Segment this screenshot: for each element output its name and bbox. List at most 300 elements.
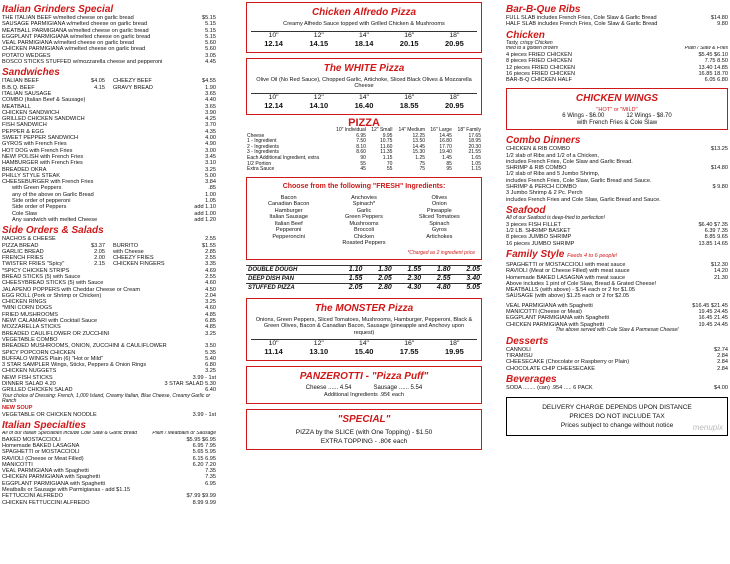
item-name: any of the above on Garlic Bread — [12, 191, 94, 198]
item-price-a: $5.45 — [698, 52, 713, 59]
size-label: 16" — [404, 93, 415, 101]
item-price-a: 16.85 — [698, 71, 713, 78]
item-name: BAKED MOSTACCIOLI — [2, 436, 61, 443]
pizza-cell: 1/2 Portion — [247, 160, 272, 167]
ingredient: Bacon — [280, 194, 297, 201]
item-name: with Cheese — [113, 248, 144, 255]
pizza-cell: 13.50 — [412, 138, 426, 145]
item-name: includes French Fries and Cole Slaw, Garlic Bread and Sauce. — [506, 196, 661, 203]
item-name: CHICKEN & RIB COMBO — [506, 146, 571, 153]
item-name: 3 Jumbo Shrimp & 2 Pc. Perch — [506, 190, 583, 197]
menu-item — [506, 241, 728, 247]
item-name: SPAGHETTI or MOSTACCIOLI with meat sauce — [506, 261, 626, 268]
item-name: CHEESECAKE (Chocolate or Raspberry or Plain) — [506, 359, 630, 366]
pizza-cell: 7.50 — [356, 138, 366, 145]
item-price: 6.85 — [205, 318, 216, 325]
item-price-a: 6.20 — [192, 461, 204, 468]
column-middle — [246, 2, 482, 562]
item-name: CHICKEN PARMIGIANA with Spaghetti — [2, 474, 100, 481]
size-label: 14" — [359, 31, 369, 39]
pizza-cell: 1.25 — [415, 155, 426, 162]
item-name: 1/2 slab of Ribs and 5 Jumbo Shrimp, — [506, 171, 600, 178]
size-label: 12" — [313, 93, 324, 101]
pizza-cell: Extra Sauce — [247, 166, 275, 173]
item-prices — [698, 322, 728, 328]
item-name: BAR-B-Q CHICKEN HALF — [506, 77, 572, 84]
item-name: SHRIMP & PERCH COMBO — [506, 184, 577, 191]
item-price: 2.15 — [94, 261, 105, 268]
pizza-cell: 17.65 — [468, 132, 481, 139]
pizza-cell: 14.45 — [439, 132, 452, 139]
pizza-cell: 16.80 — [439, 138, 452, 145]
crust-price: 1.55 — [335, 274, 364, 283]
ingredient: Spinach — [429, 220, 450, 227]
item-price-b: $6.10 — [714, 52, 728, 59]
pizza-size-header: 14" Medium — [398, 127, 426, 134]
pizza-cell: 75 — [419, 160, 426, 167]
item-name: GRAVY BREAD — [113, 84, 153, 91]
item-name: HALF SLAB includes French Fries, Cole Slaw & Garlic Bread — [506, 21, 658, 28]
special-box — [246, 409, 482, 450]
pizza-cell: 1 - Ingredient — [247, 138, 277, 145]
item-name: 16 pieces FRIED CHICKEN — [506, 71, 576, 78]
ribs-title: Bar-B-Que Ribs — [506, 4, 581, 15]
item-price: add 1.00 — [194, 210, 216, 217]
specialties-list — [2, 437, 216, 506]
item-name: EGGPLANT PARMIGIANA with Spaghetti — [506, 315, 610, 322]
watermark: menupix — [692, 423, 723, 433]
size-price: 16.40 — [354, 100, 374, 110]
crust-row — [246, 274, 482, 283]
item-name: FULL SLAB includes French Fries, Cole Slaw & Garlic Bread — [506, 15, 657, 21]
crust-row — [246, 284, 482, 293]
item-price: 5.15 — [205, 33, 216, 40]
size-price: 20.15 — [399, 38, 419, 48]
delivery-line-1: DELIVERY CHARGE DEPENDS UPON DISTANCE — [542, 404, 692, 412]
family-title: Family Style Feeds 4 to 6 people! — [506, 248, 618, 260]
item-name: includes French Fries, Cole Slaw, Garlic Bread and Sauce. — [506, 177, 652, 184]
item-price-b: 7.35 — [205, 474, 216, 481]
item-price: 4.60 — [205, 280, 216, 287]
size-label: 12" — [313, 31, 324, 39]
item-price: 4.40 — [205, 97, 216, 104]
item-name: CHEESEBURGER with French Fries — [2, 179, 94, 186]
item-name: CHICKEN NUGGETS — [2, 368, 57, 375]
item-name: Side order of Peppers — [12, 204, 67, 211]
item-name: BOSCO STICKS STUFFED w/mozzarella cheese and pepperoni — [2, 59, 163, 66]
item-price: $14.80 — [710, 165, 728, 172]
item-price-b: 24.45 — [714, 321, 728, 328]
seafood-list — [506, 222, 728, 247]
menu-item — [506, 366, 728, 372]
ingredient: Pepperoncini — [272, 233, 305, 240]
pizza-cell: 1.65 — [471, 155, 481, 162]
item-price-b: 14.65 — [714, 240, 728, 247]
item-price: 1.90 — [205, 84, 216, 91]
item-name: ITALIAN BEEF — [2, 78, 39, 85]
item-price: 5.60 — [205, 46, 216, 53]
item-name: JALAPENO POPPERS with Cheddar Cheese or Cream — [2, 286, 141, 293]
item-name: PHILLY STYLE STEAK — [2, 172, 60, 179]
item-name: MEATBALL — [2, 103, 31, 110]
item-name: BREADED OKRA — [2, 166, 47, 173]
size-label: 14" — [359, 340, 369, 348]
ingredient: Broccoli — [354, 227, 374, 234]
wings-sub: "HOT" or "MILD" — [596, 106, 638, 113]
fresh-ingredients-box — [246, 177, 482, 260]
item-price: 2.00 — [94, 255, 105, 262]
ingredient: Onion — [431, 201, 447, 208]
item-name: EGGPLANT PARMIGIANA w/melted cheese on garlic bread — [2, 33, 151, 40]
ingredient: Olives — [431, 194, 448, 201]
wings-note: with French Fries & Cole Slaw — [576, 119, 658, 126]
item-price: $4.55 — [202, 78, 216, 85]
item-price: 3.25 — [205, 299, 216, 306]
item-price-b: 24.45 — [714, 309, 728, 315]
item-price: add 1.20 — [194, 216, 216, 223]
special-title: "SPECIAL" — [337, 413, 391, 425]
item-price: 4.15 — [94, 84, 105, 91]
item-name: Meatballs or Sausage with Parmigianas - add $1.15 — [2, 486, 131, 493]
pizza-cell: 8.10 — [356, 143, 366, 150]
grinders-list — [2, 15, 216, 65]
menu-item — [2, 500, 216, 506]
item-name: VEAL PARMIGIANA w/melted cheese on garlic bread — [2, 40, 135, 47]
item-price-b: 14.85 — [714, 64, 728, 71]
crust-price: 2.05 — [453, 265, 482, 274]
pizza-cell: 55 — [386, 166, 393, 173]
item-name: 3 STAR SAMPLER Wings, Sticks, Peppers & Onion Rings — [2, 362, 147, 369]
item-price-b: 6.80 — [717, 77, 728, 84]
menu-item — [506, 77, 728, 83]
item-price: add 1.10 — [194, 204, 216, 211]
crust-row — [246, 265, 482, 274]
panzerotti-prices: Cheese ...... 4.54 Sausage ...... 5.54 — [305, 385, 423, 392]
combo-title: Combo Dinners — [506, 135, 581, 147]
item-name: Homemade BAKED LASAGNA — [2, 442, 80, 449]
pizza-cell: 9.95 — [382, 132, 393, 139]
item-name: with Green Peppers — [12, 185, 62, 192]
ingredient: Pepperoni — [275, 227, 302, 234]
item-name: 8 pieces JUMBO SHRIMP — [506, 234, 572, 241]
item-name: SWEET PEPPER SANDWICH — [2, 135, 79, 142]
white-price-grid — [251, 93, 477, 110]
item-name: RAVIOLI (Cheese or Meat Filled) — [2, 455, 84, 462]
item-name: ITALIAN SAUSAGE — [2, 90, 52, 97]
item-price: 2.04 — [205, 292, 216, 299]
size-label: 12" — [313, 340, 324, 348]
item-price-b: 8.50 — [717, 58, 728, 65]
item-price: 3.05 — [205, 52, 216, 59]
item-price-a: 6.39 — [704, 228, 716, 235]
size-price: 13.10 — [309, 347, 329, 357]
item-price: $2.74 — [714, 346, 728, 353]
fresh-title: Choose from the following "FRESH" Ingredients: — [282, 182, 446, 190]
item-price: $14.80 — [710, 15, 728, 21]
dressing-note: Your choice of Dressing: French, 1,000 Island, Creamy Italian, Blue Cheese, Creamy Garlic or Ranch — [2, 392, 211, 405]
item-price-a: $7.99 — [186, 493, 201, 500]
item-prices — [698, 241, 728, 247]
item-name: Any sandwich with melted Cheese — [12, 216, 98, 223]
wings-prices: 6 Wings - $6.00 12 Wings - $8.70 — [562, 112, 672, 119]
item-price: 4.85 — [205, 311, 216, 318]
size-label: 18" — [449, 340, 460, 348]
parm-note: The above served with Cole Slaw & Parmesan Cheese! — [555, 326, 679, 333]
crust-price: 1.30 — [364, 265, 393, 274]
delivery-line-3: Prices subject to change without notice — [560, 422, 674, 430]
item-price-b: 7.20 — [205, 461, 216, 468]
item-name: SHRIMP & RIB COMBO — [506, 165, 567, 172]
item-name: 12 pieces FRIED CHICKEN — [506, 64, 576, 71]
item-price-a: 13.40 — [698, 64, 713, 71]
pizza-cell: 14.45 — [412, 143, 426, 150]
item-name: EGG ROLL (Pork or Shrimp or Chicken) — [2, 292, 102, 299]
dessert-list — [506, 347, 728, 372]
item-price-a: 19.45 — [698, 321, 713, 328]
monster-title: The MONSTER Pizza — [314, 302, 414, 314]
ingredient: Green Peppers — [345, 214, 383, 221]
item-price: 2.55 — [205, 273, 216, 280]
item-name: Homemade BAKED LASAGNA with meat sauce — [506, 274, 626, 281]
menu-item — [506, 197, 728, 203]
item-price: 3.84 — [205, 179, 216, 186]
item-price: 4.45 — [205, 59, 216, 66]
menu-item — [113, 261, 216, 267]
item-name: MANICOTTI (Cheese or Meat) — [506, 309, 582, 315]
chicken-header: fried to a golden brown! Plain / Slaw & Fries — [506, 46, 728, 52]
item-price: 2.85 — [205, 248, 216, 255]
pizza-cell: 17.70 — [439, 143, 452, 150]
item-price: $5.15 — [202, 15, 216, 21]
wings-box — [506, 88, 728, 131]
size-price: 20.95 — [445, 100, 464, 110]
chicken-list — [506, 52, 728, 83]
crust-price: 1.10 — [335, 265, 364, 274]
item-price-a: 6.15 — [192, 455, 204, 462]
item-name: FRIED MUSHROOMS — [2, 311, 58, 318]
crust-price: 3.40 — [453, 274, 482, 283]
pizza-cell: 70 — [386, 160, 393, 167]
size-price: 18.55 — [399, 100, 419, 110]
item-price: $4.05 — [91, 78, 105, 85]
item-name: GARLIC BREAD — [2, 248, 44, 255]
delivery-box — [506, 397, 728, 436]
item-price: 3.25 — [205, 368, 216, 375]
item-name: HAMBURGER with French Fries — [2, 160, 83, 167]
item-price: 5.40 — [205, 355, 216, 362]
item-name: 1/2 slab of Ribs and 1/2 of a Chicken, — [506, 152, 599, 159]
alfredo-title: Chicken Alfredo Pizza — [311, 7, 417, 18]
item-name: Side order of pepperoni — [12, 198, 71, 205]
item-name: EGGPLANT PARMIGIANA with Spaghetti — [2, 480, 106, 487]
pizza-cell: 11.35 — [380, 149, 393, 156]
item-name: CHICKEN RINGS — [2, 299, 47, 306]
crust-price: 1.80 — [423, 265, 452, 274]
grinders-title: Italian Grinders Special — [2, 4, 114, 15]
pizza-cell: 85 — [446, 160, 452, 167]
menu-item — [506, 21, 728, 27]
size-price: 15.40 — [354, 347, 374, 357]
menu-item: GRILLED CHICKEN SALAD 6.40 — [2, 387, 216, 394]
pizza-cell: 6.95 — [356, 132, 366, 139]
item-price-b: $6.95 — [202, 436, 216, 443]
monster-price-grid — [251, 339, 477, 356]
item-price: 2.84 — [717, 352, 728, 359]
sandwiches-title: Sandwiches — [2, 67, 60, 79]
size-label: 14" — [359, 93, 369, 101]
seafood-title: Seafood — [506, 204, 546, 216]
item-price-a: 5.65 — [192, 449, 204, 456]
item-name: NEW! CALAMARI with Cocktail Sauce — [2, 318, 98, 325]
item-name: SPICY POPCORN CHICKEN — [2, 349, 76, 356]
specialties-header: All of our Italian Specialties include Cole Slaw & Garlic Bread Plain / Meatballs or Sausage — [2, 430, 216, 436]
item-name: CHICKEN FETTUCCINI ALFREDO — [2, 499, 90, 506]
item-price: 5.35 — [205, 349, 216, 356]
pizza-cell: 21.55 — [468, 149, 481, 156]
size-label: 16" — [404, 31, 415, 39]
item-price-a: 8.85 — [704, 234, 716, 241]
item-price-b: 7.35 — [205, 468, 216, 475]
desserts-title: Desserts — [506, 335, 549, 347]
item-price: 6.80 — [205, 362, 216, 369]
size-price: 20.95 — [445, 38, 464, 48]
size-price: 14.10 — [309, 100, 329, 110]
item-name: 16 pieces JUMBO SHRIMP — [506, 240, 575, 247]
item-name: MEATBALL PARMIGIANA w/melted cheese on garlic bread — [2, 27, 149, 34]
menu-item: NEW! FISH STICKS 3.99 - 1st — [2, 374, 216, 381]
item-price: 3.65 — [205, 103, 216, 110]
beverages-title: Beverages — [506, 373, 557, 385]
item-name: SAUSAGE (with above) $1.25 each or 2 for $2.05 — [506, 293, 630, 300]
ingredient — [402, 240, 477, 247]
item-price: 4.69 — [205, 267, 216, 274]
panzerotti-box — [246, 366, 482, 404]
alfredo-pizza-box — [246, 2, 482, 53]
panzerotti-title: PANZEROTTI - "Pizza Puff" — [299, 371, 429, 383]
item-price: 3.65 — [205, 90, 216, 97]
item-name: HOT DOG with French Fries — [2, 147, 73, 154]
soup-new: NEW SOUP — [2, 405, 33, 412]
ingredient — [251, 240, 326, 247]
panzerotti-extra: Additional Ingredients .95¢ each — [324, 392, 404, 399]
item-price: 1.05 — [205, 198, 216, 205]
pizza-cell: 1.15 — [471, 166, 481, 173]
item-price: 4.85 — [205, 324, 216, 331]
pizza-cell: 19.40 — [439, 149, 452, 156]
menu-item — [113, 85, 216, 91]
pizza-cell: 15.30 — [412, 149, 426, 156]
item-price: 3.70 — [205, 122, 216, 129]
item-name: CHEEZY FRIES — [113, 255, 154, 262]
item-price-b: 9.65 — [717, 234, 728, 241]
item-price-b: $9.99 — [202, 493, 216, 500]
ingredient: Hamburger — [274, 207, 303, 214]
item-name: B.B.Q. BEEF — [2, 84, 35, 91]
ingredient: Mushrooms — [349, 220, 379, 227]
crust-price: 4.80 — [423, 284, 452, 293]
item-name: BREAD STICKS (5) with Sauce — [2, 273, 81, 280]
crust-table — [246, 265, 482, 293]
item-name: TIRAMISU — [506, 352, 533, 359]
pizza-row — [246, 167, 482, 173]
item-price-a: 7.75 — [704, 58, 716, 65]
ingredient: Spinach* — [352, 201, 376, 208]
item-price: 5.00 — [205, 172, 216, 179]
item-price-b: 5.95 — [205, 449, 216, 456]
crust-name: DOUBLE DOUGH — [246, 265, 335, 274]
item-price: $3.37 — [91, 242, 105, 249]
item-name: CANNOLI — [506, 346, 531, 353]
item-name: Above includes 1 pint of Cole Slaw, Bread & Grated Cheese! — [506, 280, 657, 287]
crust-price: 4.30 — [394, 284, 423, 293]
pizza-cell: 1.05 — [471, 160, 481, 167]
item-price-b: 18.70 — [714, 71, 728, 78]
item-price-b: 7.35 — [717, 228, 728, 235]
special-line-2: EXTRA TOPPING - .80¢ each — [320, 437, 408, 445]
item-price: 5.60 — [205, 40, 216, 47]
item-name: CHEEZY BEEF — [113, 78, 152, 85]
menu-item: VEGETABLE OR CHICKEN NOODLE 3.99 - 1st — [2, 411, 216, 418]
size-label: 18" — [449, 31, 460, 39]
pizza-price-table — [246, 128, 482, 173]
menu-item — [2, 217, 216, 223]
seafood-note: All of our Seafood is deep-fried to perfection! — [506, 214, 605, 221]
pizza-cell: 90 — [360, 155, 366, 162]
size-label: 10" — [268, 340, 279, 348]
item-name: BUFFALO WINGS Plain (6) "Hot or Mild" — [2, 355, 103, 362]
item-price: 5.15 — [205, 21, 216, 28]
size-price: 14.15 — [309, 38, 329, 48]
menu-item — [2, 59, 216, 65]
size-price: 11.14 — [264, 347, 283, 357]
item-price: 5.15 — [205, 27, 216, 34]
item-price: 3.90 — [205, 109, 216, 116]
pizza-cell: 45 — [360, 166, 366, 173]
column-right — [506, 2, 728, 562]
crust-price: 2.05 — [335, 284, 364, 293]
item-name: NEW! POLISH with French Fries — [2, 153, 84, 160]
item-prices — [205, 481, 216, 487]
item-price-b: 6.95 — [205, 455, 216, 462]
item-name: VEAL PARMIGIANA with Spaghetti — [2, 468, 89, 475]
pizza-cell: 12.25 — [412, 132, 426, 139]
menu-item: SODA ........ (can) .954 ..... 6 PACK $4.00 — [506, 384, 728, 391]
item-price: 4.90 — [205, 141, 216, 148]
side-items — [2, 268, 216, 375]
item-price: 4.25 — [205, 116, 216, 123]
ribs-list — [506, 15, 728, 28]
pizza-cell: 3 - Ingredients — [247, 149, 279, 156]
size-price: 12.14 — [264, 100, 283, 110]
pizza-cell: 95 — [446, 166, 452, 173]
crust-price: 2.55 — [423, 274, 452, 283]
item-price-a: $6.40 — [698, 221, 713, 228]
item-price-b: 9.99 — [205, 499, 216, 506]
pizza-size-header: 18" Family — [457, 127, 481, 134]
item-price: 2.55 — [205, 255, 216, 262]
menu-item: NACHOS & CHEESE 2.55 — [2, 236, 216, 243]
item-price: 2.05 — [94, 248, 105, 255]
white-title: The WHITE Pizza — [323, 62, 405, 74]
item-name: MEATBALLS (with above) - $.54 each or 2 for $1.05 — [506, 287, 635, 294]
item-price: 2.84 — [717, 365, 728, 372]
pizza-size-header: 10" Individual — [336, 127, 366, 134]
italian-specialties-title: Italian Specialties — [2, 419, 86, 431]
item-name: CHEESYBREAD STICKS (5) with Sauce — [2, 280, 104, 287]
item-name: TWISTER FRIES "Spicy" — [2, 261, 65, 268]
item-name: VEGETABLE COMBO — [2, 336, 58, 343]
item-price: 3.00 — [205, 147, 216, 154]
